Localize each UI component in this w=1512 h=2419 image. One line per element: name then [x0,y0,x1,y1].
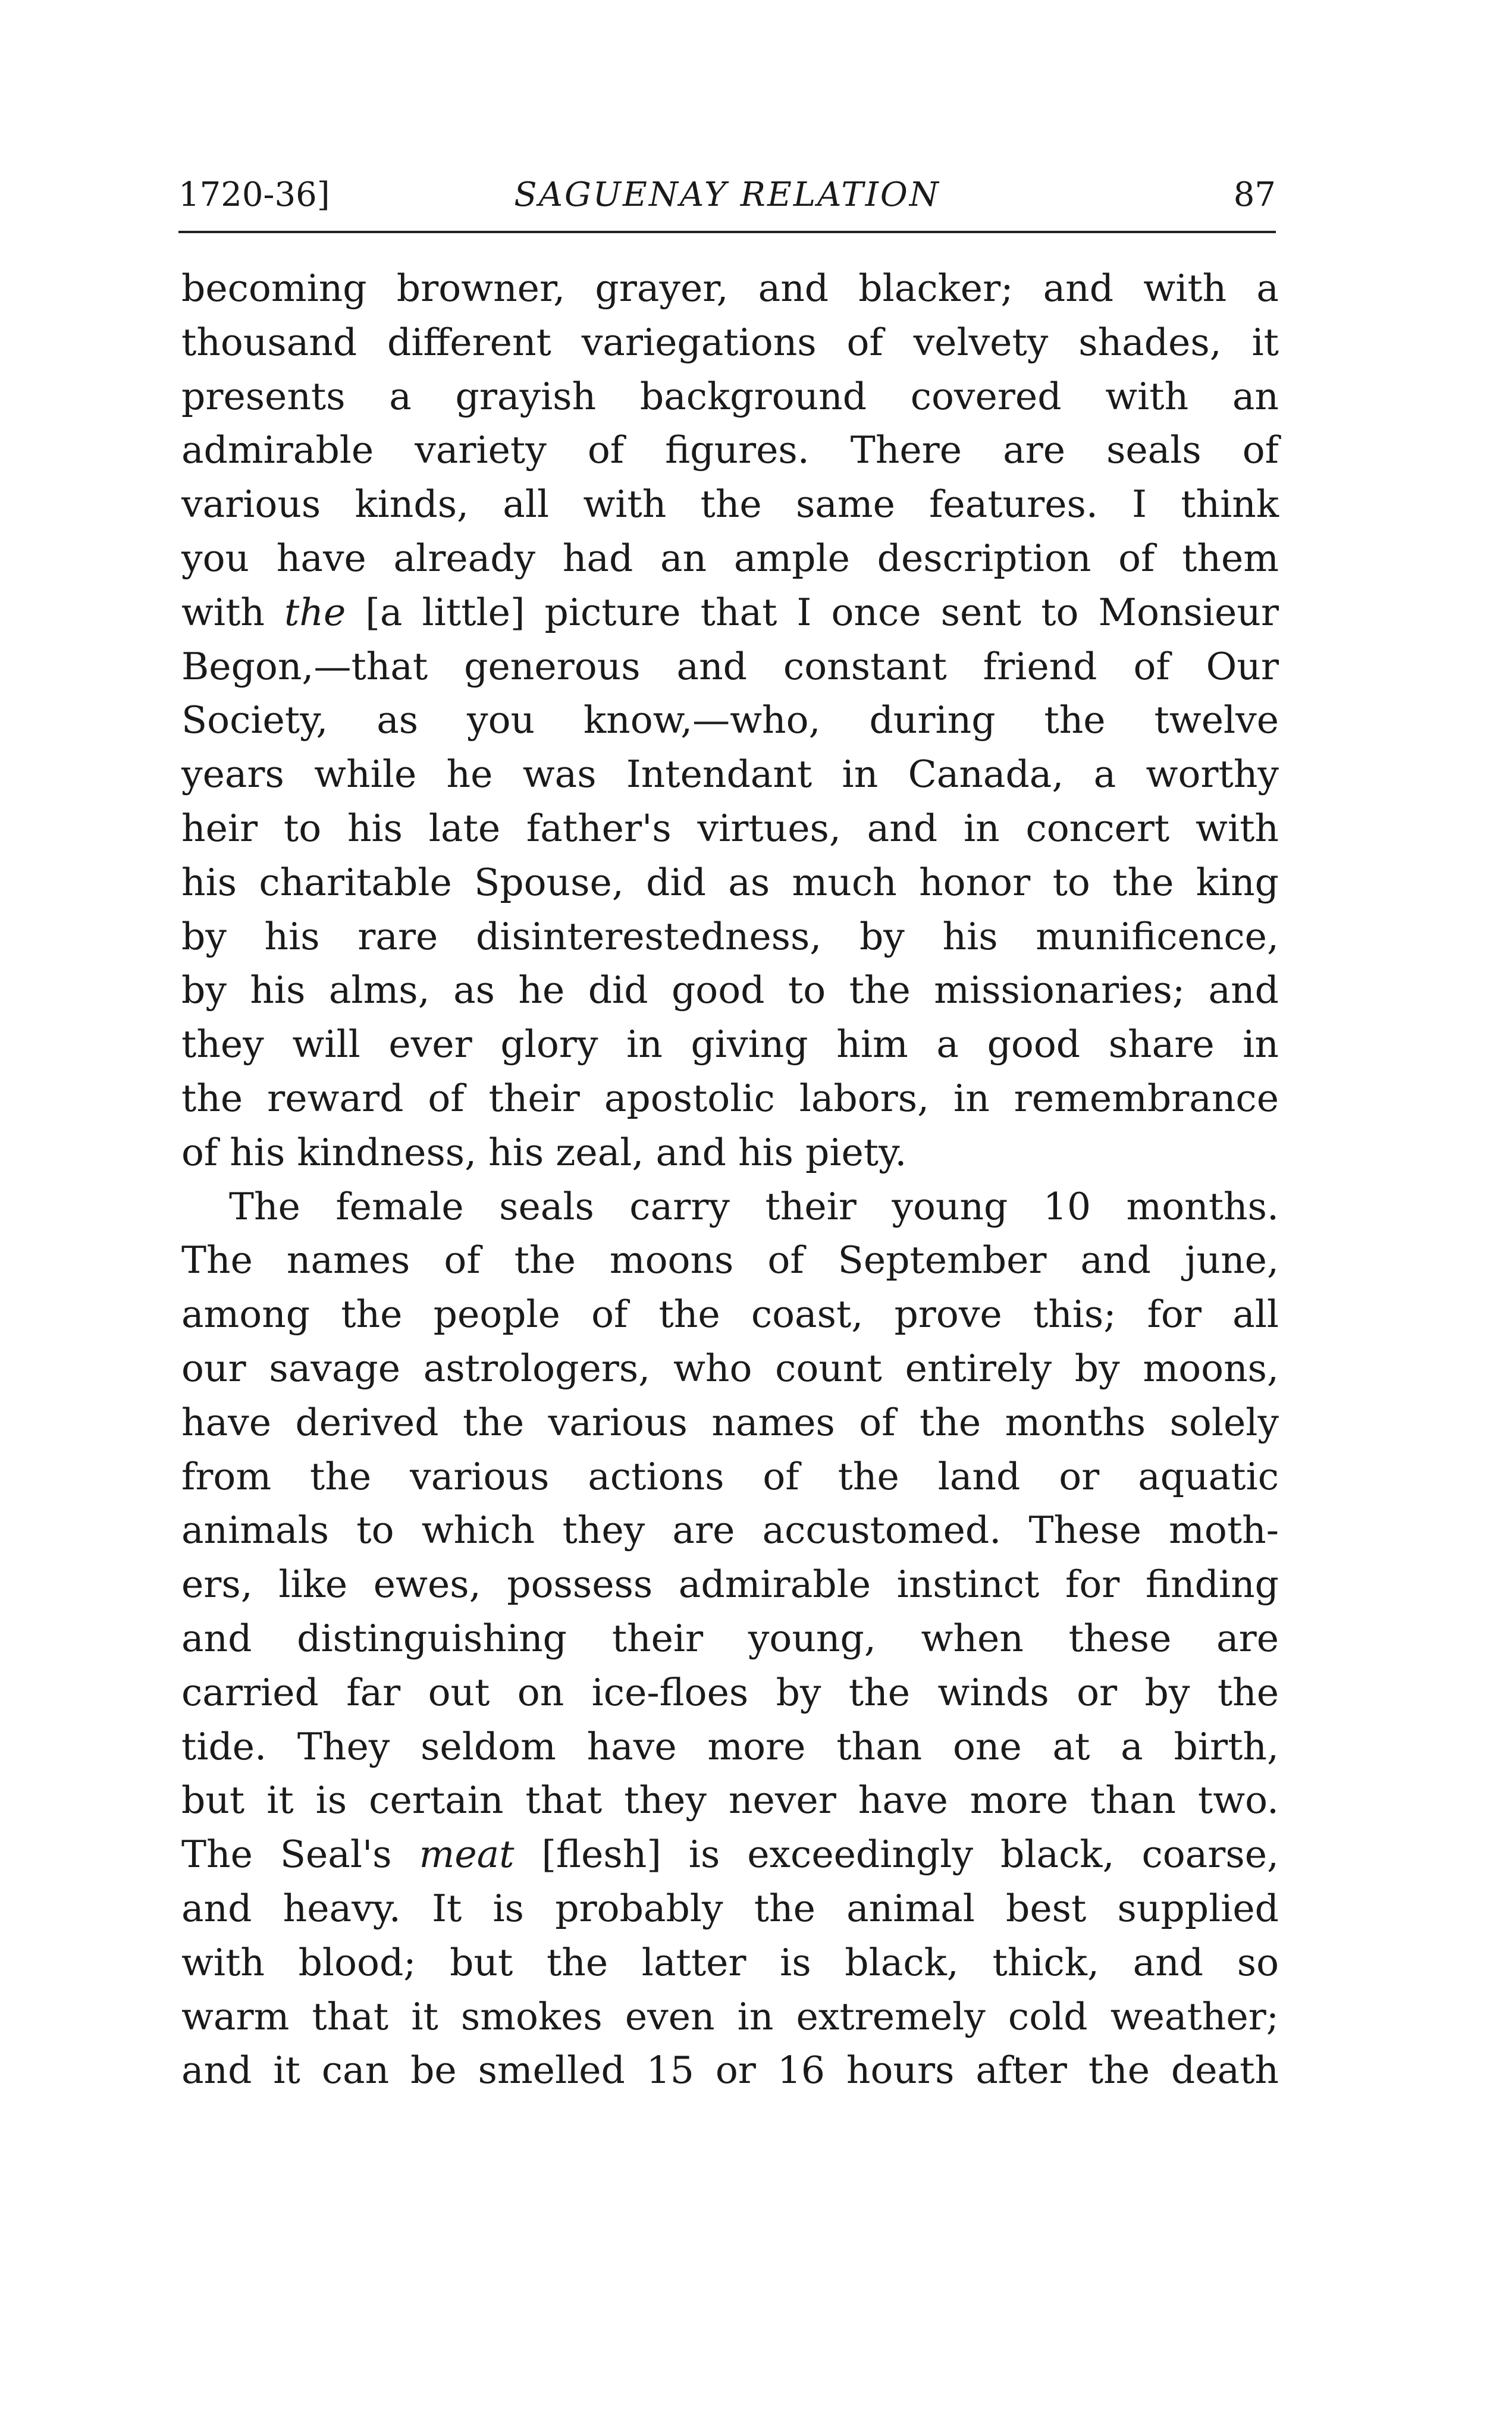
text-line: among the people of the coast, prove this; for all [181,1292,1279,1336]
text-line: warm that it smokes even in extremely cold weather; [181,1994,1279,2038]
text-line: presents a grayish background covered with an [181,374,1279,418]
header-title: SAGUENAY RELATION [514,175,940,214]
body-text [181,262,1279,2098]
text-line: heir to his late father's virtues, and in concert with [181,806,1279,850]
text-line: and heavy. It is probably the animal best supplied [181,1886,1279,1930]
text-line: ers, like ewes, possess admirable instinct for finding [181,1563,1279,1607]
page-number: 87 [1233,175,1276,214]
text-line: with blood; but the latter is black, thick, and so [181,1940,1279,1984]
text-segment: [flesh] is exceedingly black, coarse, [514,1833,1279,1877]
text-line: our savage astrologers, who count entirely by moons, [181,1346,1279,1390]
running-header [178,171,1276,219]
paragraph-first-line: The female seals carry their young 10 months. [229,1184,1279,1228]
text-line [181,586,1279,640]
text-line: and distinguishing their young, when these are [181,1616,1279,1660]
text-line: of his kindness, his zeal, and his piety. [181,1130,907,1174]
text-line: carried far out on ice-floes by the winds or by the [181,1670,1279,1714]
text-line: Begon,—that generous and constant friend of Our [181,644,1279,688]
text-segment: [a little] picture that I once sent to Monsieur [346,590,1279,634]
text-line: from the various actions of the land or aquatic [181,1454,1279,1498]
italic-word: the [284,590,346,634]
text-line: Society, as you know,—who, during the twelve [181,698,1279,742]
text-line: becoming browner, grayer, and blacker; and with a [181,266,1279,310]
header-rule [178,231,1276,233]
text-line: The names of the moons of September and june, [181,1238,1279,1282]
text-line: his charitable Spouse, did as much honor to the king [181,860,1279,904]
text-line: you have already had an ample description of them [181,536,1279,580]
text-line: thousand different variegations of velvety shades, it [181,320,1279,364]
text-line: various kinds, all with the same features. I think [181,482,1279,526]
text-line: but it is certain that they never have more than two. [181,1778,1279,1822]
text-segment: The Seal's [181,1833,419,1877]
text-line: tide. They seldom have more than one at a birth, [181,1724,1279,1768]
text-line: animals to which they are accustomed. These moth- [181,1508,1279,1552]
italic-word: meat [419,1833,515,1877]
text-line [181,1828,1279,1882]
text-line: years while he was Intendant in Canada, a worthy [181,752,1279,796]
text-line: the reward of their apostolic labors, in remembrance [181,1076,1279,1120]
text-line: admirable variety of figures. There are seals of [181,428,1279,472]
text-line: and it can be smelled 15 or 16 hours after the death [181,2048,1279,2092]
text-segment: with [181,590,285,634]
header-date-range: 1720-36] [178,175,330,214]
text-line: have derived the various names of the months solely [181,1400,1279,1444]
text-line: they will ever glory in giving him a good share in [181,1022,1279,1066]
text-line: by his alms, as he did good to the missionaries; and [181,968,1279,1012]
text-line: by his rare disinterestedness, by his munificence, [181,914,1279,958]
